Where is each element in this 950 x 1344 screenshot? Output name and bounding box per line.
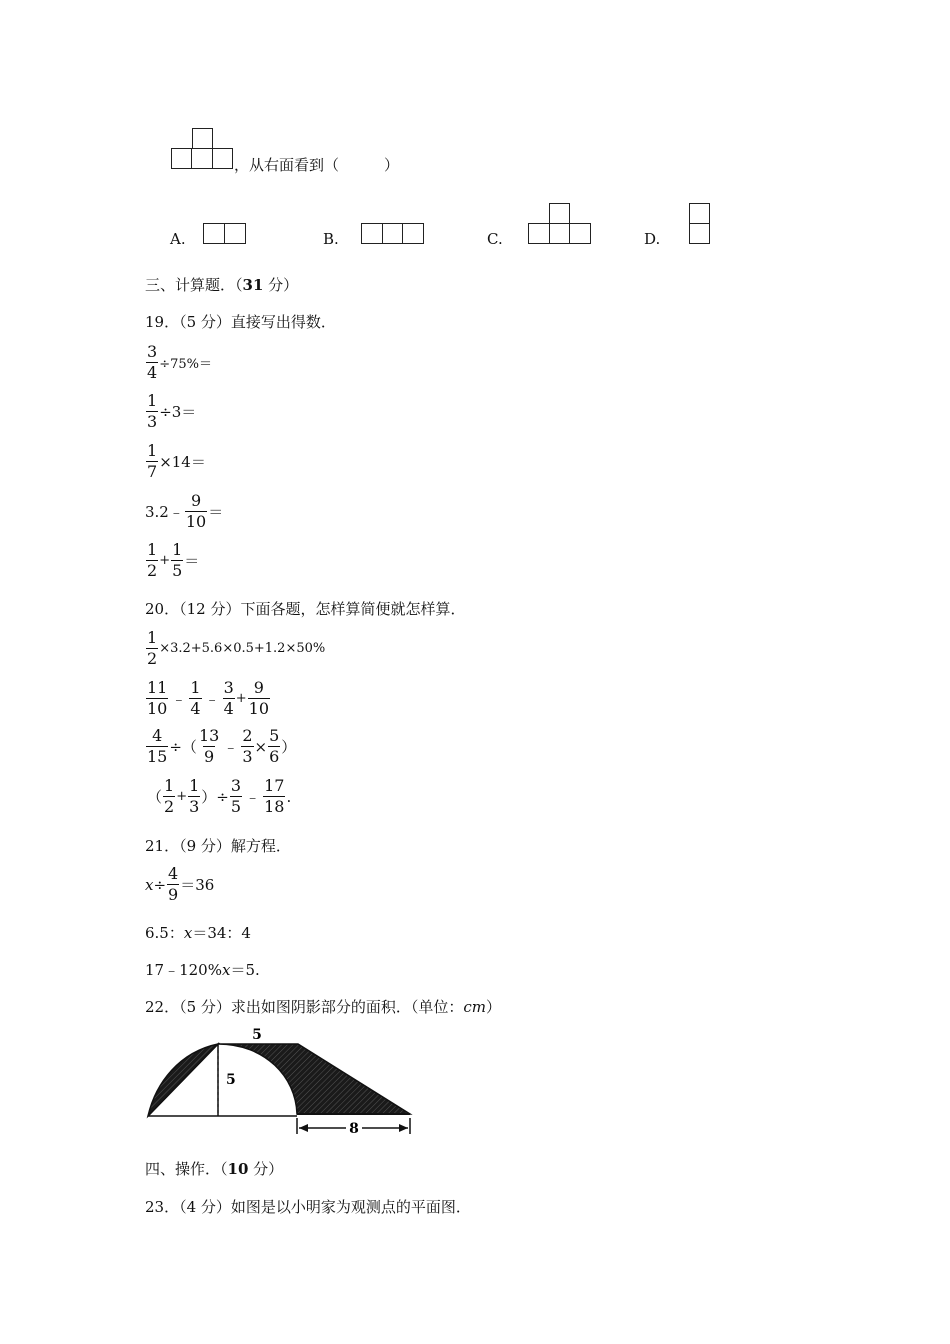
fraction — [163, 778, 175, 815]
section3-score: 31 — [242, 275, 264, 294]
variable-x: x — [183, 923, 193, 942]
q22-close: ） — [486, 998, 502, 1016]
expr-rest: ＝34：4 — [192, 924, 251, 942]
section4-score: 10 — [227, 1159, 249, 1178]
numerator: 17 — [264, 776, 285, 795]
expr-op: ÷ — [153, 875, 167, 894]
expr-op: . — [286, 787, 292, 806]
numerator: 1 — [189, 776, 200, 795]
label-height-5: 5 — [226, 1072, 236, 1088]
denominator: 5 — [172, 561, 183, 580]
expr-pre: 6.5： — [145, 924, 184, 942]
numerator: 9 — [253, 678, 264, 697]
variable-x: x — [145, 875, 154, 894]
numerator: 1 — [172, 540, 183, 559]
q19-title: 19．（5 分）直接写出得数． — [145, 313, 336, 331]
numerator: 4 — [168, 864, 179, 883]
expr-pre: 17﹣120% — [145, 961, 222, 979]
triangle-outline — [148, 1044, 218, 1116]
fraction — [248, 680, 270, 717]
denominator: 10 — [248, 699, 270, 718]
expr-op: ） — [281, 738, 297, 756]
q18-stem: ，从右面看到（ ） — [234, 156, 400, 174]
numerator: 11 — [147, 678, 168, 697]
numerator: 1 — [164, 776, 175, 795]
denominator: 15 — [147, 747, 168, 766]
denominator: 3 — [147, 412, 158, 431]
option-a-label: A. — [170, 230, 186, 248]
fraction — [146, 542, 158, 579]
q23-title: 23．（4 分）如图是以小明家为观测点的平面图． — [145, 1198, 471, 1216]
q20-item-1 — [145, 630, 325, 667]
expr-op: ﹣ — [245, 788, 261, 806]
expr-rest: ×3.2+5.6×0.5+1.2×50% — [159, 641, 326, 656]
numerator: 1 — [190, 678, 201, 697]
fraction — [146, 630, 158, 667]
numerator: 3 — [230, 776, 242, 795]
numerator: 4 — [152, 726, 163, 745]
fraction — [263, 778, 285, 815]
fraction — [223, 680, 235, 717]
denominator: 2 — [164, 797, 175, 816]
fraction — [268, 728, 280, 765]
denominator: 10 — [147, 699, 168, 718]
expr-rest: ×14＝ — [159, 453, 206, 471]
fraction — [171, 542, 183, 579]
q20-item-4 — [147, 778, 291, 815]
q21-title: 21．（9 分）解方程． — [145, 837, 291, 855]
q19-item-5 — [145, 542, 199, 579]
denominator: 2 — [147, 649, 158, 668]
denominator: 4 — [190, 699, 201, 718]
q22-unit: cm — [463, 997, 487, 1016]
q21-eq-1 — [145, 866, 214, 903]
numerator: 5 — [269, 726, 280, 745]
q18-option-b[interactable] — [323, 230, 339, 248]
denominator: 3 — [189, 797, 200, 816]
right-shaded-region — [218, 1044, 410, 1114]
expr-op: ﹣ — [171, 690, 187, 708]
q21-eq-2 — [145, 922, 251, 943]
expr-rest: ÷3＝ — [159, 403, 197, 421]
expr-pre: 3.2﹣ — [145, 503, 184, 521]
denominator: 4 — [223, 699, 234, 718]
expr-op: ÷（ — [169, 738, 197, 756]
expr-rest: ＝ — [184, 552, 200, 570]
expr-op: + — [235, 691, 247, 706]
q18-option-a[interactable] — [170, 230, 186, 248]
label-bottom-8: 8 — [349, 1121, 359, 1137]
expr-rest: ＝5. — [230, 961, 260, 979]
fraction — [189, 680, 201, 717]
denominator: 3 — [242, 747, 253, 766]
denominator: 7 — [147, 462, 158, 481]
fraction — [188, 778, 200, 815]
dimension-arrow-left — [299, 1124, 308, 1132]
expr-op: + — [176, 789, 188, 804]
numerator: 3 — [147, 342, 158, 361]
fraction — [146, 344, 158, 381]
denominator: 18 — [264, 797, 285, 816]
fraction — [198, 728, 220, 765]
numerator: 3 — [223, 678, 234, 697]
numerator: 1 — [147, 441, 158, 460]
denominator: 9 — [204, 747, 215, 766]
section3-unit: 分） — [263, 276, 299, 294]
fraction — [230, 778, 242, 815]
q22-title-text: 22．（5 分）求出如图阴影部分的面积．（单位： — [145, 998, 464, 1016]
section4-unit: 分） — [248, 1160, 284, 1178]
option-d-label: D. — [644, 230, 661, 248]
variable-x: x — [221, 960, 231, 979]
denominator: 2 — [147, 561, 158, 580]
q22-title — [145, 996, 501, 1017]
numerator: 1 — [147, 391, 158, 410]
option-b-label: B. — [323, 230, 339, 248]
expr-op: × — [254, 737, 268, 756]
fraction — [146, 443, 158, 480]
q21-eq-3 — [145, 959, 260, 980]
denominator: 4 — [147, 363, 158, 382]
numerator: 13 — [198, 726, 220, 745]
q18-option-c[interactable] — [487, 230, 503, 248]
denominator: 5 — [230, 797, 242, 816]
denominator: 9 — [168, 885, 179, 904]
q19-item-2 — [145, 393, 196, 430]
expr-op: ﹣ — [204, 690, 220, 708]
section3-heading — [145, 274, 298, 295]
section3-title: 三、计算题．（ — [145, 276, 243, 294]
expr-op: ）÷ — [201, 788, 229, 806]
q19-item-3 — [145, 443, 206, 480]
fraction — [241, 728, 253, 765]
numerator: 2 — [242, 726, 253, 745]
dimension-arrow-right — [399, 1124, 408, 1132]
option-c-label: C. — [487, 230, 503, 248]
q22-shaded-area-figure — [140, 1022, 420, 1140]
q20-item-3 — [145, 728, 296, 765]
expr-rest: ＝ — [208, 503, 224, 521]
q20-item-2 — [145, 680, 271, 717]
fraction — [146, 393, 158, 430]
expr-rest: ＝36 — [180, 876, 215, 894]
section4-heading — [145, 1158, 283, 1179]
expr-op: + — [159, 553, 171, 568]
denominator: 6 — [269, 747, 280, 766]
q19-item-4 — [145, 493, 223, 530]
q20-title: 20．（12 分）下面各题，怎样算简便就怎样算． — [145, 600, 466, 618]
fraction — [167, 866, 179, 903]
numerator: 1 — [147, 540, 158, 559]
label-top-5: 5 — [252, 1027, 262, 1043]
section4-title: 四、操作．（ — [145, 1160, 228, 1178]
q19-item-1 — [145, 344, 212, 381]
expr-rest: ÷75%＝ — [159, 357, 212, 372]
expr-op: ﹣ — [223, 738, 239, 756]
numerator: 1 — [147, 628, 158, 647]
fraction — [185, 493, 207, 530]
denominator: 10 — [185, 512, 207, 531]
q18-option-d[interactable] — [644, 230, 660, 248]
fraction — [146, 728, 168, 765]
expr-op: （ — [147, 788, 163, 806]
numerator: 9 — [190, 491, 202, 510]
fraction — [146, 680, 168, 717]
